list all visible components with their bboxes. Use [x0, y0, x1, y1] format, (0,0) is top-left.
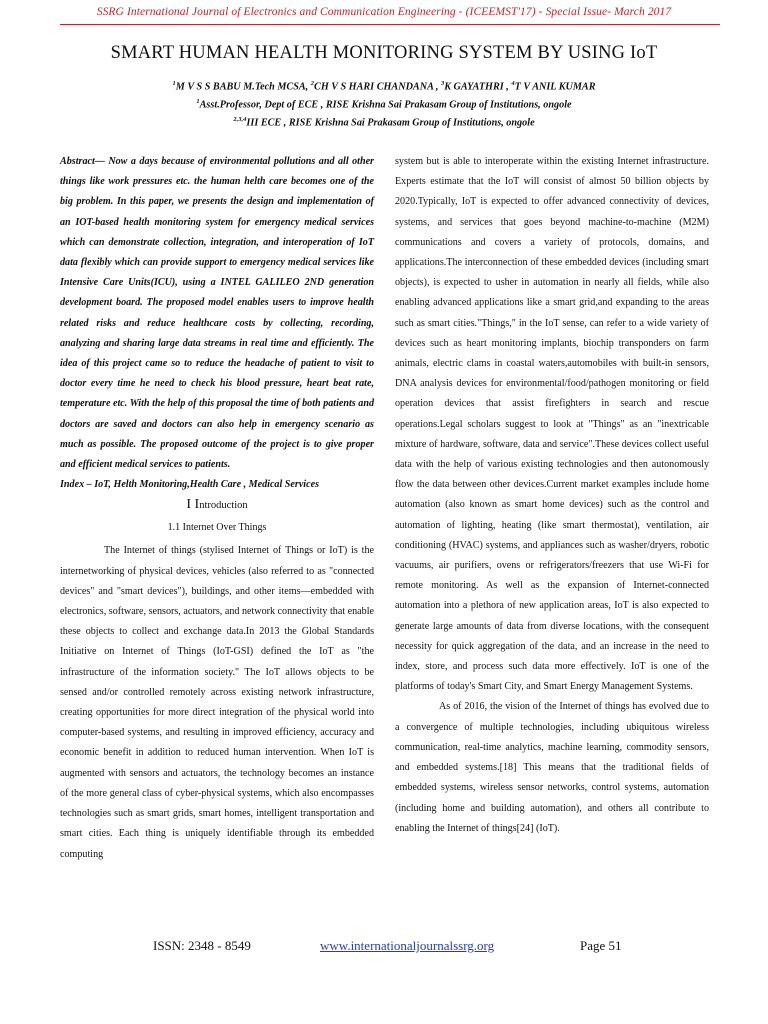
author-line: [0, 80, 768, 92]
journal-website-link[interactable]: www.internationaljournalssrg.org: [320, 938, 495, 953]
section-title: ntroduction: [199, 500, 248, 512]
affiliation-2: [0, 116, 768, 128]
author-1: M V S S BABU M.Tech MCSA,: [175, 81, 311, 93]
body-paragraph-right-1: system but is able to interoperate within the existing Internet infrastructure. Experts estimate that the IoT will consist of almost 50 billion objects by 2020.Typically, IoT is expected to offer advanced connectivity of devices, systems, and services that goes beyond machine-to-machine (M2M) communications and covers a variety of protocols, domains, and applications.The interconnection of these embedded devices (including smart objects), is expected to usher in automation in nearly all fields, while also enabling advanced applications like a smart grid,and expanding to the areas such as smart cities."Things," in the IoT sense, can refer to a wide variety of devices such as heart monitoring implants, biochip transponders on farm animals, electric clams in coastal waters,automobiles with built-in sensors, DNA analysis devices for environmental/food/pathogen monitoring or field operation devices that assist firefighters in search and rescue operations.Legal scholars suggest to look at "Things" as an "inextricable mixture of hardware, software, data and service".These devices collect useful data with the help of various existing technologies and then autonomously flow the data between other devices.Current market examples include home automation (also known as smart home devices) such as the control and automation of lighting, heating (like smart thermostat), ventilation, air conditioning (HVAC) systems, and appliances such as washer/dryers, robotic vacuums, air purifiers, ovens or refrigerators/freezers that use Wi-Fi for remote monitoring. As well as the expansion of Internet-connected automation into a plethora of new application areas, IoT is also expected to generate large amounts of data from diverse locations, with the consequent necessity for quick aggregation of the data, and an increase in the need to index, store, and process such data more effectively. IoT is one of the platforms of today's Smart City, and Smart Energy Management Systems.: [395, 156, 709, 693]
author-3: K GAYATHRI ,: [444, 81, 512, 93]
issn-label: ISSN: 2348 - 8549: [153, 938, 251, 953]
author-2: CH V S HARI CHANDANA ,: [314, 81, 441, 93]
author-4-superscript: 4: [511, 80, 515, 87]
author-2-superscript: 2: [310, 80, 315, 87]
running-header: SSRG International Journal of Electronics and Communication Engineering - (ICEEMST'17) - Special Issue- March 2017: [96, 6, 672, 18]
affiliation-1-superscript: 1: [196, 98, 200, 105]
author-1-superscript: 1: [172, 80, 176, 87]
author-3-superscript: 3: [440, 80, 445, 87]
page-footer: [0, 936, 768, 960]
body-paragraph-left: The Internet of things (stylised Internet of Things or IoT) is the internetworking of physical devices, vehicles (also referred to as "connected devices" and "smart devices"), buildings, and other items—embedded with electronics, software, sensors, actuators, and network connectivity that enable these objects to collect and exchange data.In 2013 the Global Standards Initiative on Internet of Things (IoT-GSI) defined the IoT as "the infrastructure of the information society." The IoT allows objects to be sensed and/or controlled remotely across existing network infrastructure, creating opportunities for more direct integration of the physical world into computer-based systems, and resulting in improved efficiency, accuracy and economic benefit in addition to reduced human intervention. When IoT is augmented with sensors and actuators, the technology becomes an instance of the more general class of cyber-physical systems, which also encompasses technologies such as smart grids, smart homes, intelligent transportation and smart cities. Each thing is uniquely identifiable through its embedded computing: [60, 545, 374, 860]
affiliation-2-superscript: 2,3,4: [233, 116, 247, 123]
body-paragraph-right-2: As of 2016, the vision of the Internet of things has evolved due to a convergence of multiple technologies, including ubiquitous wireless communication, real-time analytics, machine learning, commodity sensors, and embedded systems.[18] This means that the traditional fields of embedded systems, wireless sensor networks, control systems, automation (including home and building automation), and others all contribute to enabling the Internet of things[24] (IoT).: [395, 701, 709, 834]
index-terms: Index – IoT, Helth Monitoring,Health Care , Medical Services: [60, 479, 319, 491]
paper-title: SMART HUMAN HEALTH MONITORING SYSTEM BY USING IoT: [110, 43, 658, 63]
right-column: [395, 152, 709, 839]
header-divider: [60, 24, 720, 25]
page-number: Page 51: [580, 938, 622, 953]
author-4: T V ANIL KUMAR: [514, 81, 596, 93]
section-number: I I: [186, 497, 200, 513]
affiliation-1: [0, 98, 768, 110]
subsection-heading: 1.1 Internet Over Things: [167, 522, 267, 534]
left-column: [60, 152, 374, 865]
affiliation-1-text: Asst.Professor, Dept of ECE , RISE Krishna Sai Prakasam Group of Institutions, ongole: [199, 99, 572, 111]
abstract: Abstract— Now a days because of environmental pollutions and all other things like work pressures etc. the human helth care becomes one of the big problem. In this paper, we presents the design and implementation of an IOT-based health monitoring system for emergency medical services which can demonstrate collection, integration, and interoperation of IoT data flexibly which can provide support to emergency medical services like Intensive Care Units(ICU), using a INTEL GALILEO 2ND generation development board. The proposed model enables users to improve health related risks and reduce healthcare costs by collecting, recording, analyzing and sharing large data streams in real time and efficiently. The idea of this project came so to reduce the headache of patient to visit to doctor every time he need to check his blood pressure, heart beat rate, temperature etc. With the help of this proposal the time of both patients and doctors are saved and doctors can also help in emergency scenario as much as possible. The proposed outcome of the project is to give proper and efficient medical services to patients.: [60, 156, 374, 471]
affiliation-2-text: III ECE , RISE Krishna Sai Prakasam Group of Institutions, ongole: [246, 117, 535, 129]
section-heading-introduction: [60, 495, 374, 515]
